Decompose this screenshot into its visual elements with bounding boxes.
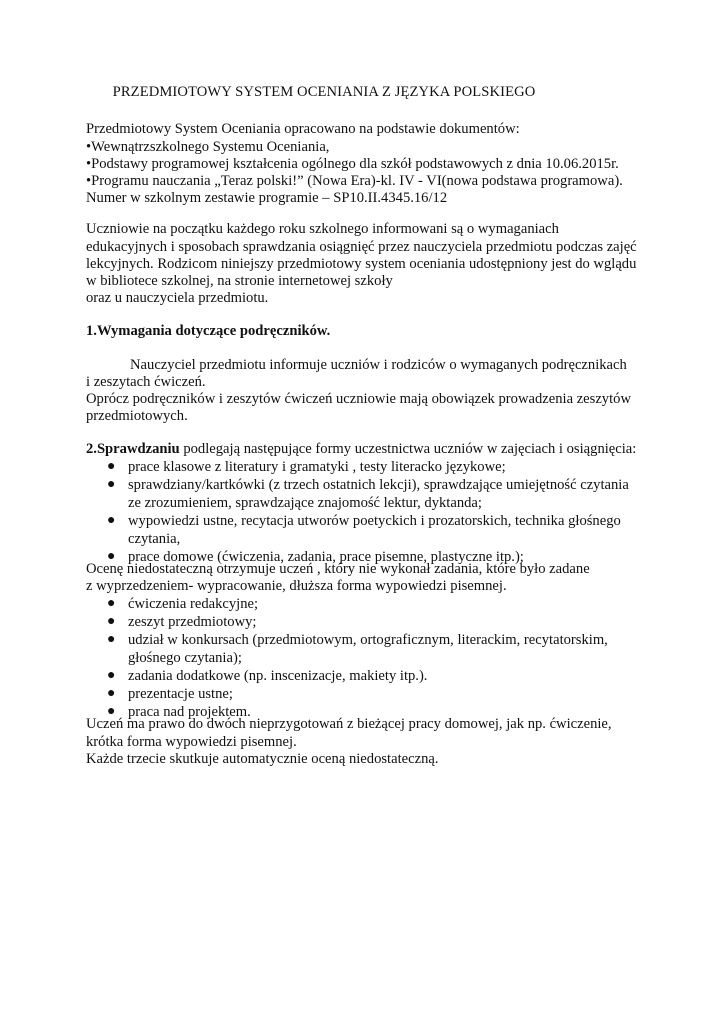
section2-mid-line-2: z wyprzedzeniem- wypracowanie, dłuższa forma wypowiedzi pisemnej.: [86, 578, 507, 594]
intro-line-1: Przedmiotowy System Oceniania opracowano na podstawie dokumentów:: [86, 121, 520, 137]
list-item-text: prace klasowe z literatury i gramatyki , testy literacko językowe;: [128, 459, 506, 475]
intro-line-4: •Programu nauczania „Teraz polski!” (Nowa Era)-kl. IV - VI(nowa podstawa programowa).: [86, 173, 623, 189]
bullet-icon: ●: [107, 614, 116, 629]
section1-line-1: Nauczyciel przedmiotu informuje uczniów i rodziców o wymaganych podręcznikach: [130, 357, 627, 373]
bullet-icon: ●: [107, 549, 116, 564]
list-item-text: prace domowe (ćwiczenia, zadania, prace pisemne, plastyczne itp.);: [128, 549, 524, 565]
info-line-4: w bibliotece szkolnej, na stronie internetowej szkoły: [86, 273, 393, 289]
bullet-icon: ●: [107, 668, 116, 683]
list-item: [86, 458, 629, 476]
list-item-continuation: ze zrozumieniem, sprawdzające znajomość lektur, dyktanda;: [128, 495, 482, 511]
bullet-icon: ●: [107, 477, 116, 492]
list-item: [86, 595, 608, 613]
list-item: [86, 613, 608, 631]
bullet-icon: ●: [107, 686, 116, 701]
list-item-text: ćwiczenia redakcyjne;: [128, 596, 259, 612]
intro-line-3: •Podstawy programowej kształcenia ogólnego dla szkół podstawowych z dnia 10.06.2015r.: [86, 156, 619, 172]
list-item: [86, 631, 608, 667]
section2-end-line-2: krótka forma wypowiedzi pisemnej.: [86, 734, 297, 750]
list-item: [86, 476, 629, 512]
bullet-icon: ●: [107, 459, 116, 474]
bullet-icon: ●: [107, 596, 116, 611]
section1-heading: 1.Wymagania dotyczące podręczników.: [86, 323, 331, 339]
list-item-text: zadania dodatkowe (np. inscenizacje, makiety itp.).: [128, 668, 428, 684]
list-item-text: wypowiedzi ustne, recytacja utworów poetyckich i prozatorskich, technika głośnego: [128, 513, 621, 529]
section2-heading-bold: 2.Sprawdzaniu: [86, 441, 180, 457]
section1-line-4: przedmiotowych.: [86, 408, 188, 424]
list-item-text: praca nad projektem.: [128, 704, 251, 720]
section1-line-2: i zeszytach ćwiczeń.: [86, 374, 206, 390]
document-title: PRZEDMIOTOWY SYSTEM OCENIANIA Z JĘZYKA POLSKIEGO: [112, 84, 536, 100]
list-item-text: zeszyt przedmiotowy;: [128, 614, 257, 630]
assessment-list-2: [86, 595, 608, 721]
section1-line-3: Oprócz podręczników i zeszytów ćwiczeń uczniowie mają obowiązek prowadzenia zeszytów: [86, 391, 631, 407]
list-item-text: sprawdziany/kartkówki (z trzech ostatnich lekcji), sprawdzające umiejętność czytania: [128, 477, 629, 493]
intro-line-2: •Wewnątrzszkolnego Systemu Oceniania,: [86, 139, 330, 155]
intro-line-5: Numer w szkolnym zestawie programie – SP10.II.4345.16/12: [86, 190, 448, 206]
section2-end-line-3: Każde trzecie skutkuje automatycznie oceną niedostateczną.: [86, 751, 439, 767]
list-item: [86, 667, 608, 685]
info-line-5: oraz u nauczyciela przedmiotu.: [86, 290, 269, 306]
section2-heading-rest: podlegają następujące formy uczestnictwa uczniów w zajęciach i osiągnięcia:: [179, 441, 637, 457]
bullet-icon: ●: [107, 704, 116, 719]
section2-mid-line-1: Ocenę niedostateczną otrzymuje uczeń , który nie wykonał zadania, które było zadane: [86, 561, 590, 577]
assessment-list-1: [86, 458, 629, 566]
section2-end-line-1: Uczeń ma prawo do dwóch nieprzygotowań z bieżącej pracy domowej, jak np. ćwiczenie,: [86, 716, 612, 732]
bullet-icon: ●: [107, 632, 116, 647]
bullet-icon: ●: [107, 513, 116, 528]
list-item-continuation: czytania,: [128, 531, 181, 547]
list-item-continuation: głośnego czytania);: [128, 650, 242, 666]
info-line-1: Uczniowie na początku każdego roku szkolnego informowani są o wymaganiach: [86, 221, 559, 237]
list-item-text: udział w konkursach (przedmiotowym, ortograficznym, literackim, recytatorskim,: [128, 632, 608, 648]
info-line-3: lekcyjnych. Rodzicom niniejszy przedmiotowy system oceniania udostępniony jest do wglądu: [86, 256, 637, 272]
list-item: [86, 685, 608, 703]
list-item-text: prezentacje ustne;: [128, 686, 233, 702]
list-item: [86, 512, 629, 548]
section2-heading: [86, 440, 636, 458]
info-line-2: edukacyjnych i sposobach sprawdzania osiągnięć przez nauczyciela przedmiotu podczas zajęć: [86, 239, 637, 255]
